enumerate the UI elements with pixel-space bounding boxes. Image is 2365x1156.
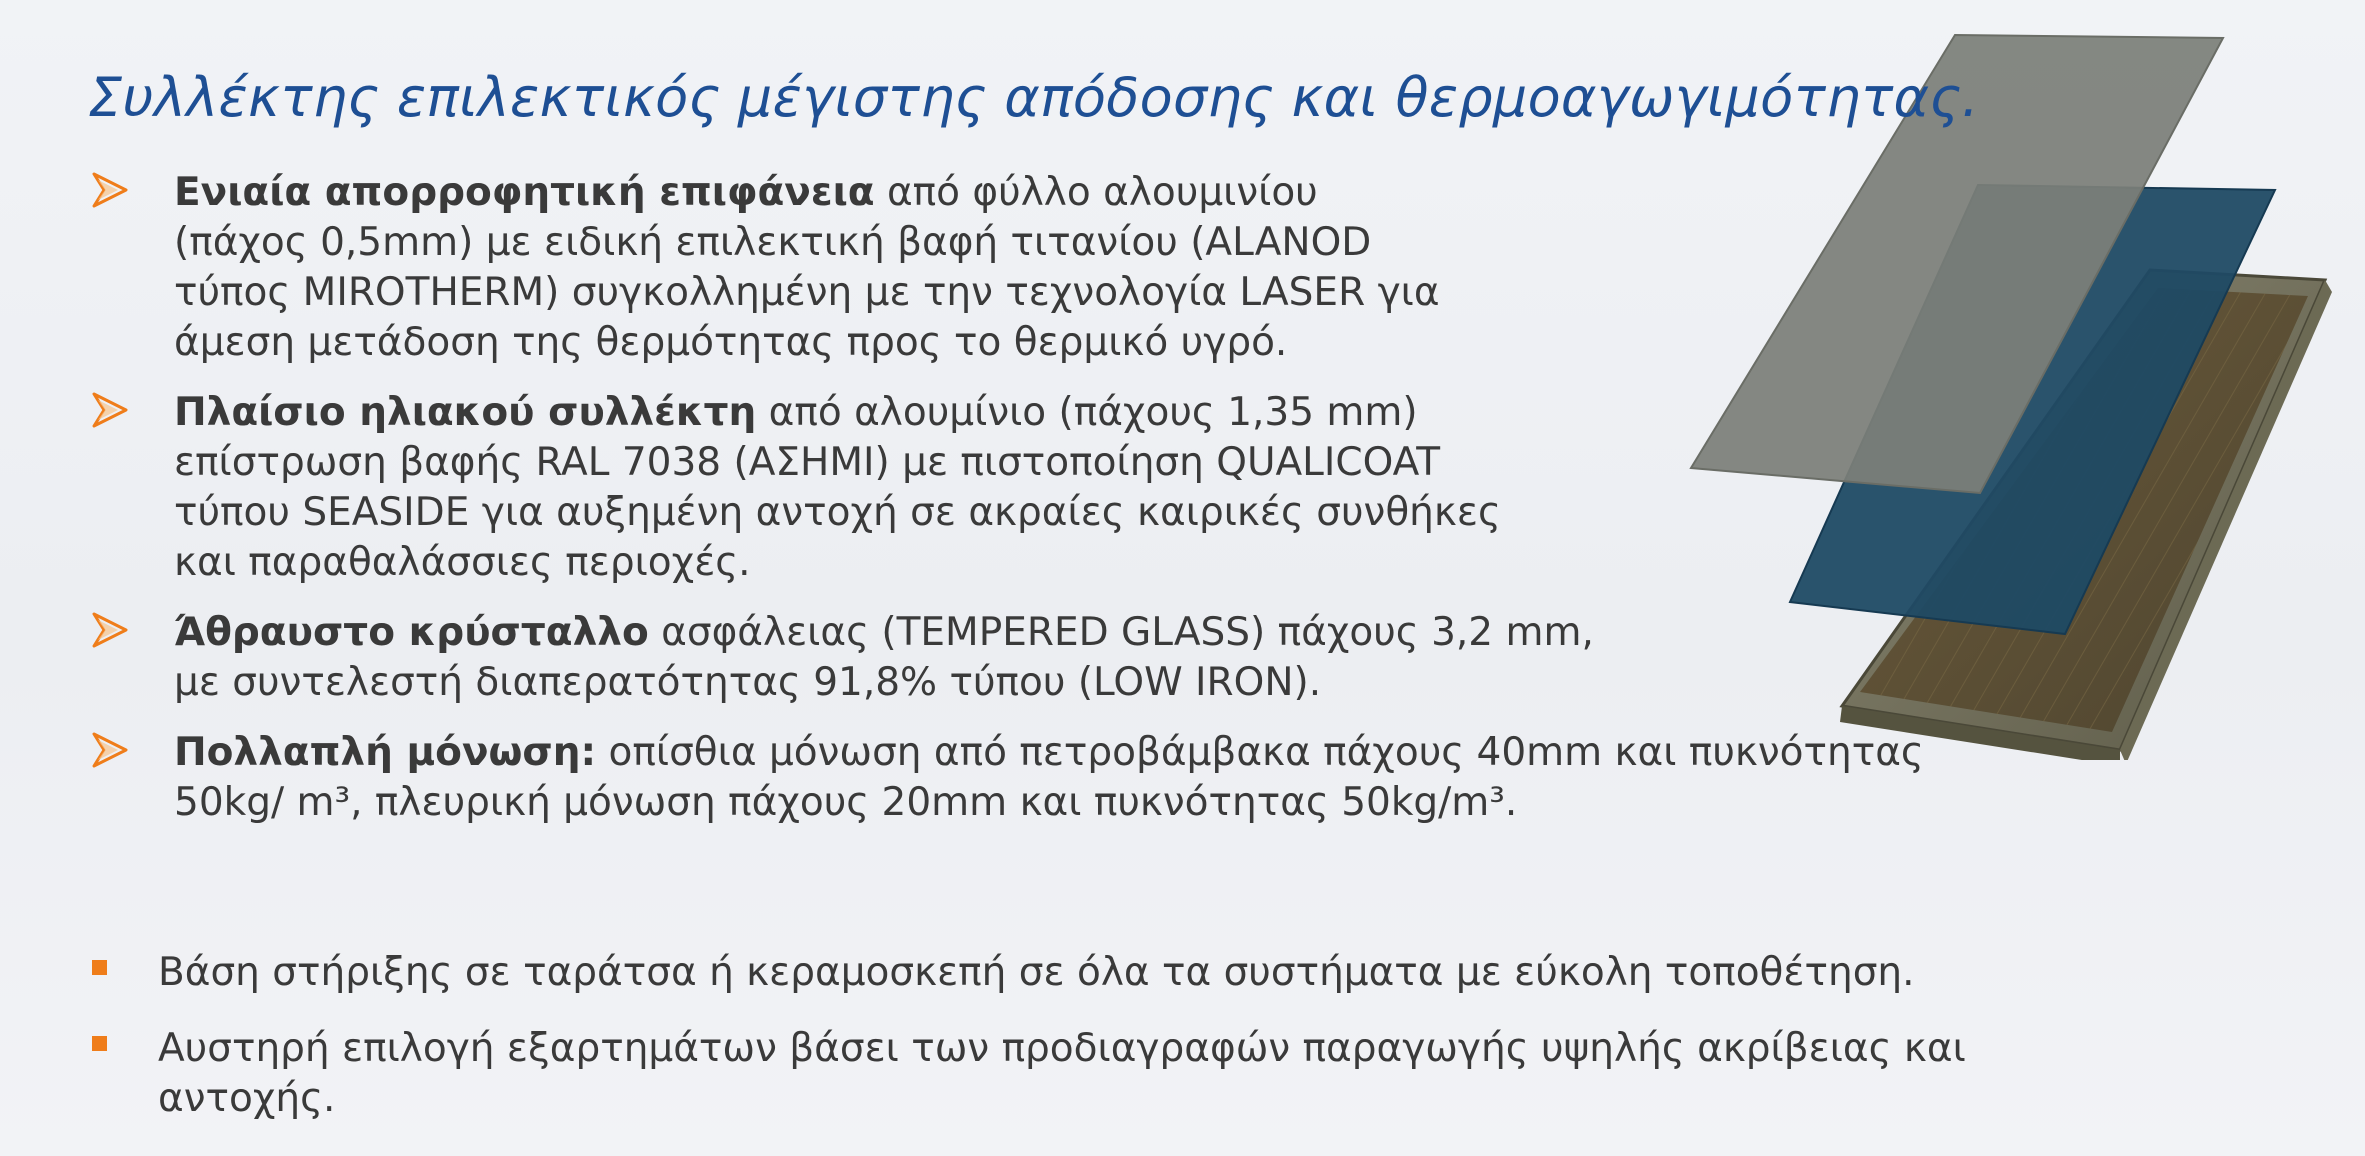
bullet-item <box>90 1024 2190 1124</box>
feature-heading: Ενιαία απορροφητική επιφάνεια <box>174 170 875 215</box>
feature-item <box>90 728 2050 828</box>
feature-item <box>90 608 2050 708</box>
feature-line: 50kg/ m³, πλευρική μόνωση πάχους 20mm και πυκνότητας 50kg/m³. <box>174 780 1518 825</box>
feature-line: τύπος MIROTHERM) συγκολλημένη με την τεχνολογία LASER για <box>174 270 1440 315</box>
feature-line: με συντελεστή διαπερατότητας 91,8% τύπου (LOW IRON). <box>174 660 1322 705</box>
feature-text: οπίσθια μόνωση από πετροβάμβακα πάχους 40mm και πυκνότητας <box>596 730 1924 775</box>
feature-line: άμεση μετάδοση της θερμότητας προς το θερμικό υγρό. <box>174 320 1288 365</box>
bullet-list <box>90 948 2190 1150</box>
feature-text: ασφάλειας (TEMPERED GLASS) πάχους 3,2 mm, <box>648 610 1594 655</box>
feature-item <box>90 168 2050 368</box>
feature-line: επίστρωση βαφής RAL 7038 (ΑΣΗΜΙ) με πιστοποίηση QUALICOAT <box>174 440 1441 485</box>
bullet-line: Βάση στήριξης σε ταράτσα ή κεραμοσκεπή σε όλα τα συστήματα με εύκολη τοποθέτηση. <box>158 950 1915 995</box>
page-title: Συλλέκτης επιλεκτικός μέγιστης απόδοσης και θερμοαγωγιμότητας. <box>88 66 1979 129</box>
orange-arrow-icon <box>90 390 130 430</box>
feature-line: (πάχος 0,5mm) με ειδική επιλεκτική βαφή τιτανίου (ALANOD <box>174 220 1372 265</box>
orange-arrow-icon <box>90 610 130 650</box>
bullet-item <box>90 948 2190 998</box>
orange-arrow-icon <box>90 730 130 770</box>
feature-list <box>90 168 2050 848</box>
feature-heading: Πλαίσιο ηλιακού συλλέκτη <box>174 390 757 435</box>
feature-item <box>90 388 2050 588</box>
bullet-line: Αυστηρή επιλογή εξαρτημάτων βάσει των προδιαγραφών παραγωγής υψηλής ακρίβειας και <box>158 1026 1966 1071</box>
orange-arrow-icon <box>90 170 130 210</box>
feature-heading: Πολλαπλή μόνωση: <box>174 730 597 775</box>
orange-square-icon <box>92 1036 107 1051</box>
feature-text: από φύλλο αλουμινίου <box>874 170 1318 215</box>
bullet-line: αντοχής. <box>158 1076 336 1121</box>
feature-heading: Άθραυστο κρύσταλλο <box>174 610 649 655</box>
feature-line: και παραθαλάσσιες περιοχές. <box>174 540 751 585</box>
orange-square-icon <box>92 960 107 975</box>
feature-line: τύπου SEASIDE για αυξημένη αντοχή σε ακραίες καιρικές συνθήκες <box>174 490 1501 535</box>
feature-text: από αλουμίνιο (πάχους 1,35 mm) <box>756 390 1418 435</box>
